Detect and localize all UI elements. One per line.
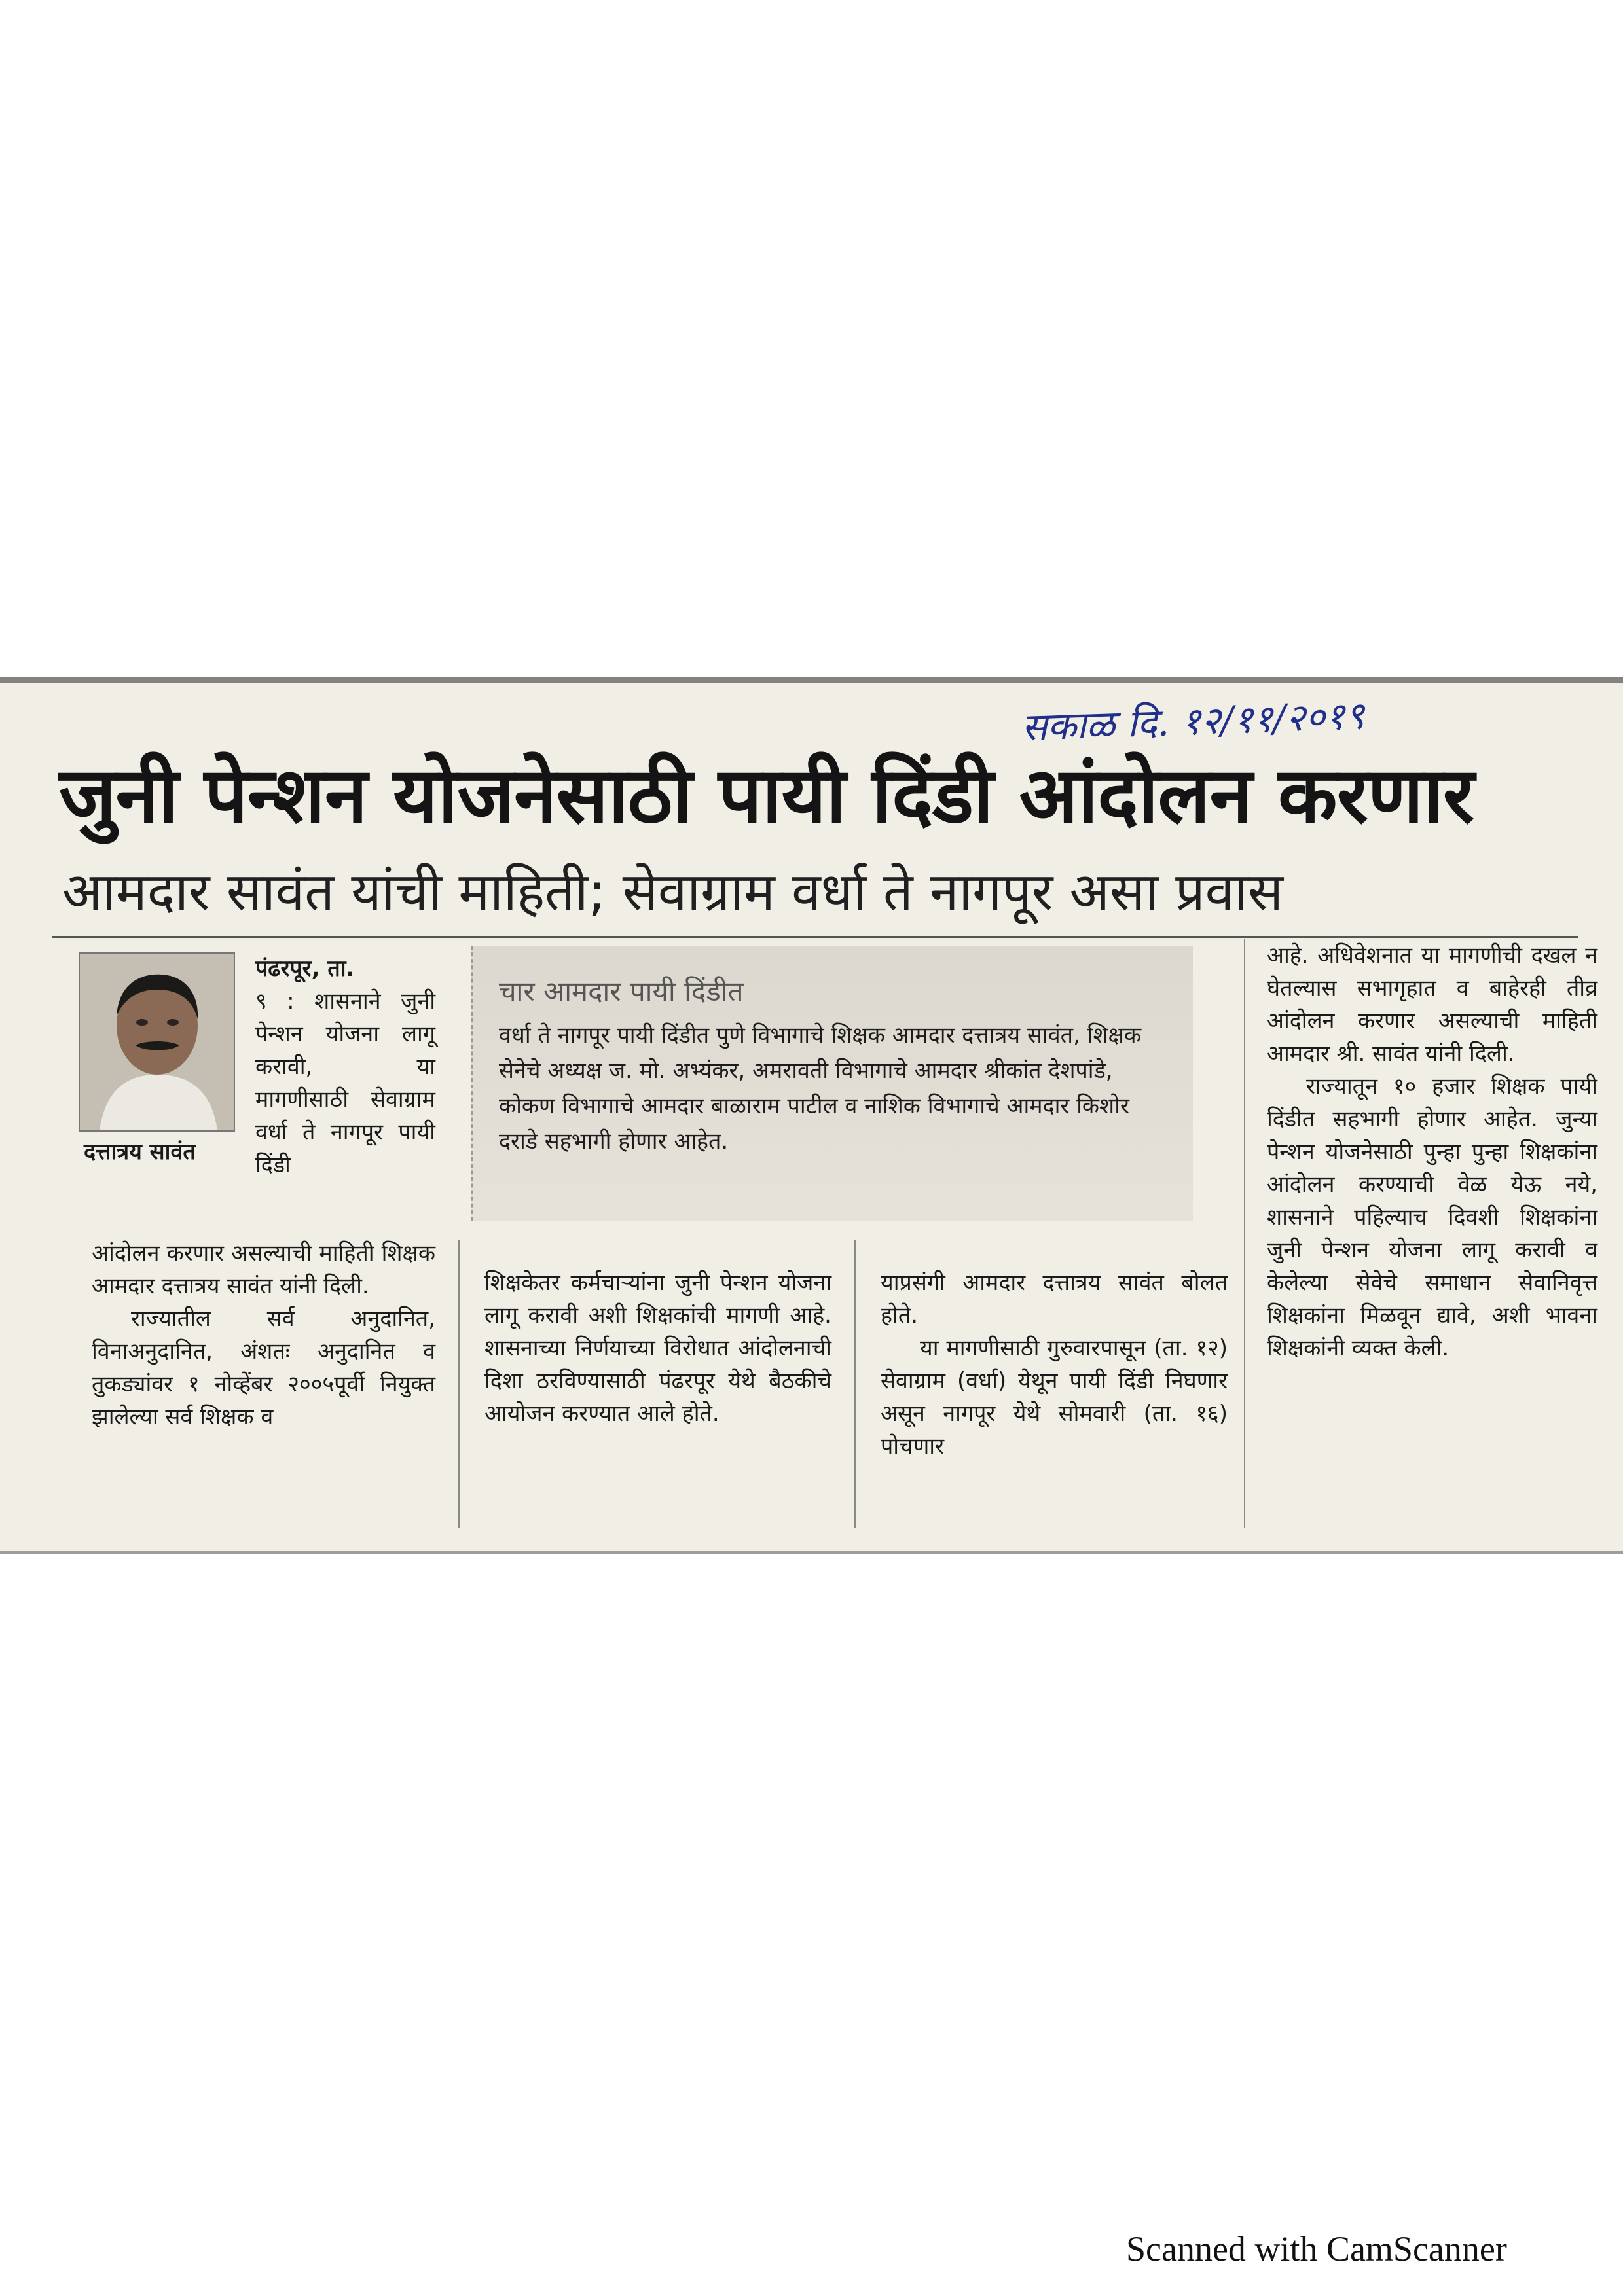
column-3-para-1: याप्रसंगी आमदार दत्तात्रय सावंत बोलत होते. [881,1270,1228,1329]
subheadline-rule [52,936,1578,938]
handwritten-date: सकाळ दि. १२/११/२०१९ [1021,692,1366,750]
column-4 [1267,939,1597,1365]
headline: जुनी पेन्शन योजनेसाठी पायी दिंडी आंदोलन करणार [59,750,1474,840]
column-1-top [255,952,435,1181]
portrait-photo [79,952,235,1132]
column-1-para-1: आंदोलन करणार असल्याची माहिती शिक्षक आमदार दत्तात्रय सावंत यांनी दिली. [92,1240,435,1299]
clipping-bottom-edge [0,1551,1623,1554]
clipping-top-edge [0,677,1623,683]
sidebar-box-text: वर्धा ते नागपूर पायी दिंडीत पुणे विभागाचे शिक्षक आमदार दत्तात्रय सावंत, शिक्षक सेनेचे अध्यक्ष ज. मो. अभ्यंकर, अमरावती विभागाचे आमदार श्रीकांत देशपांडे, कोकण विभागाचे आमदार बाळाराम पाटील व नाशिक विभागाचे आमदार किशोर दराडे सहभागी होणार आहेत. [499,1022,1142,1155]
subheadline: आमदार सावंत यांची माहिती; सेवाग्राम वर्धा ते नागपूर असा प्रवास [62,861,1283,922]
sidebar-box [471,946,1193,1221]
column-divider-1 [458,1240,460,1528]
camscanner-watermark: Scanned with CamScanner [1126,2229,1507,2269]
portrait-illustration [80,954,234,1130]
sidebar-box-title: चार आमदार पायी दिंडीत [499,975,744,1007]
column-3-para-2: या मागणीसाठी गुरुवारपासून (ता. १२) सेवाग्राम (वर्धा) येथून पायी दिंडी निघणार असून नागपूर येथे सोमवारी (ता. १६) पोचणार [881,1335,1228,1460]
column-3 [881,1266,1228,1463]
column-4-para-1: आहे. अधिवेशनात या मागणीची दखल न घेतल्यास सभागृहात व बाहेरही तीव्र आंदोलन करणार असल्याची माहिती आमदार श्री. सावंत यांनी दिली. [1267,942,1597,1067]
column-4-para-2: राज्यातून १० हजार शिक्षक पायी दिंडीत सहभागी होणार आहेत. जुन्या पेन्शन योजनेसाठी पुन्हा पुन्हा शिक्षकांना आंदोलन करण्याची वेळ येऊ नये, शासनाने पहिल्याच दिवशी शिक्षकांना जुनी पेन्शन योजना लागू करावी व केलेल्या सेवेचे समाधान सेवानिवृत्त शिक्षकांना मिळवून द्यावे, अशी भावना शिक्षकांनी व्यक्त केली. [1267,1073,1597,1361]
column-2-text: शिक्षकेतर कर्मचाऱ्यांना जुनी पेन्शन योजना लागू करावी अशी शिक्षकांची मागणी आहे. शासनाच्या निर्णयाच्या विरोधात आंदोलनाची दिशा ठरविण्यासाठी पंढरपूर येथे बैठकीचे आयोजन करण्यात आले होते. [484,1270,831,1427]
photo-caption: दत्तात्रय सावंत [84,1139,196,1165]
column-1-bottom [92,1237,435,1433]
column-1-para-2: राज्यातील सर्व अनुदानित, विनाअनुदानित, अंशतः अनुदानित व तुकड्यांवर १ नोव्हेंबर २००५पूर्वी नियुक्त झालेल्या सर्व शिक्षक व [92,1306,435,1430]
column-divider-3 [1244,939,1245,1528]
newspaper-clipping [0,677,1623,1554]
column-2 [484,1266,831,1430]
column-divider-2 [854,1240,856,1528]
column-1-top-text: ९ : शासनाने जुनी पेन्शन योजना लागू करावी, या मागणीसाठी सेवाग्राम वर्धा ते नागपूर पायी दिंडी [255,988,435,1178]
dateline: पंढरपूर, ता. [255,956,355,982]
